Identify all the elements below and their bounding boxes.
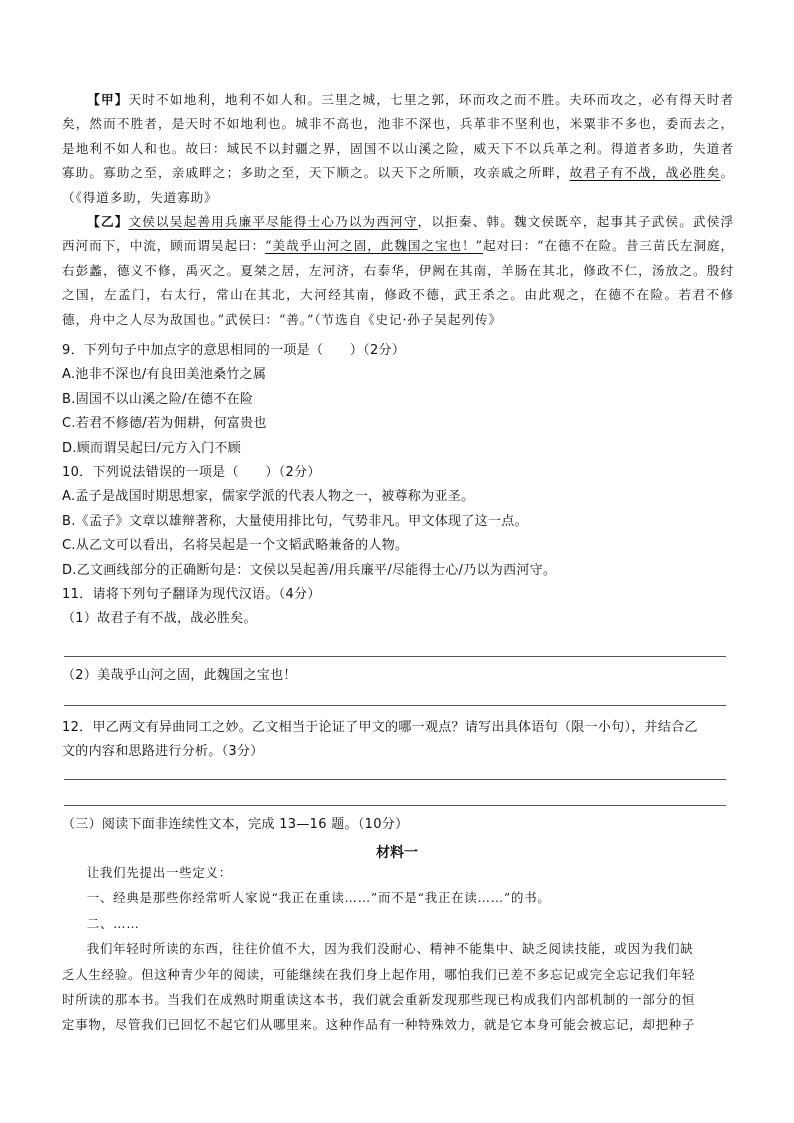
material-p3: 二、…… [86,915,140,931]
q9-option-d: D.顾而谓吴起曰/元方入门不顾 [62,440,242,456]
section3-heading-block [62,813,742,837]
material-p4-line1: 我们年轻时所读的东西，往往价值不大，因为我们没耐心、精神不能集中、缺乏阅读技能，或因为我们缺 [86,941,694,957]
material-p1: 让我们先提出一些定义： [86,865,232,880]
q10-stem: 10．下列说法错误的一项是（ ）（2分） [62,464,321,480]
q9-option-c: C.若君不修德/若为佣耕，何富贵也 [62,416,267,432]
answer-line-q12-1[interactable] [64,779,726,780]
passage-jia-end: 。（《得道多助，失道寡助》 [62,165,734,205]
q11-sentence-1: （1）故君子有不战，战必胜矣。 [62,611,257,627]
passage-yi [62,210,734,332]
passage-yi-underlined2: “美哉乎山河之固，此魏国之宝也！” [265,238,483,254]
q9-option-b: B.固国不以山溪之险/在德不在险 [62,391,254,407]
q10-option-a: A.孟子是战国时期思想家，儒家学派的代表人物之一，被尊称为亚圣。 [62,489,475,505]
q12-block [62,716,742,765]
material-title: 材料一 [376,845,418,861]
section3-heading: （三）阅读下面非连续性文本，完成 13—16 题。（10分） [62,817,409,832]
q10-option-b: B.《孟子》文章以雄辩著称，大量使用排比句，气势非凡。甲文体现了这一点。 [62,513,528,529]
q12-line-1: 12．甲乙两文有异曲同工之妙。乙文相当于论证了甲文的哪一观点？请写出具体语句（限一小句），并结合乙 [62,720,698,735]
q10-option-d: D.乙文画线部分的正确断句是：文侯以吴起善/用兵廉平/尽能得士心/乃以为西河守。 [62,562,557,578]
material-p2: 一、经典是那些你经常听人家说“我正在重读……”而不是“我正在读……”的书。 [86,890,551,906]
q9-option-a: A.池非不深也/有良田美池桑竹之属 [62,367,267,383]
questions-block [62,339,742,632]
answer-line-q11-1[interactable] [64,656,726,657]
passage-yi-body1: ，以拒秦、韩。魏文侯既卒，起事其子武侯。武侯浮西河而下，中流，顾而谓吴起曰： [62,214,735,254]
passage-jia-body: 天时不如地利，地利不如人和。三里之城，七里之郭，环而攻之而不胜。夫环而攻之，必有得天时者矣，然而不胜者，是天时不如地利也。城非不高也，池非不深也，兵革非不坚利也，米粟非不多也，委而去之，是地利不如人和也。故曰：域民不以封疆之界，固国不以山溪之险，威天下不以兵革之利。得道者多助，失道者寡助。寡助之至，亲戚畔之；多助之至，天下顺之。以天下之所顺，攻亲戚之所畔， [62,92,734,181]
q12-line-2: 文的内容和思路进行分析。（3分） [62,744,264,760]
passage-jia [62,88,734,210]
material-p4-line3: 时所读的那本书。当我们在成熟时期重读这本书，我们就会重新发现那些现已构成我们内部机制的一部分的恒 [62,992,696,1008]
passage-jia-underlined: 故君子有不战，战必胜矣 [569,165,721,181]
material-p4-line4: 定事物，尽管我们已回忆不起它们从哪里来。这种作品有一种特殊效力，就是它本身可能会被忘记，却把种子 [62,1017,696,1033]
passage-yi-tag: 【乙】 [87,214,129,229]
passage-yi-body2: 起对曰：“在德不在险。昔三苗氏左洞庭，右彭蠡，德义不修，禹灭之。夏桀之居，左河济，右泰华，伊阙在其南，羊肠在其北，修政不仁，汤放之。殷纣之国，左孟门，右太行，常山在其北，大河经其南，修政不德，武王杀之。由此观之，在德不在险。若君不修德，舟中之人尽为敌国也。”武侯曰：“善。”（节选自《史记·孙子吴起列传》 [62,238,734,327]
q11-sentence-2: （2）美哉乎山河之固，此魏国之宝也！ [62,668,297,683]
material-p4-line2: 乏人生经验。但这种青少年的阅读，可能继续在我们身上起作用，哪怕我们已差不多忘记或完全忘记我们年轻 [62,966,696,982]
passage-jia-tag: 【甲】 [87,92,129,107]
answer-line-q12-2[interactable] [64,805,726,806]
q9-stem: 9．下列句子中加点字的意思相同的一项是（ ）（2分） [62,343,406,358]
passage-yi-underlined: 文侯以吴起善用兵廉平尽能得士心乃以为西河守 [128,214,418,229]
answer-line-q11-2[interactable] [64,705,726,706]
q10-option-c: C.从乙文可以看出，名将吴起是一个文韬武略兼备的人物。 [62,538,409,554]
q11-stem: 11．请将下列句子翻译为现代汉语。（4分） [62,586,321,602]
q11-part2 [62,664,742,688]
material-one-body [62,860,738,1038]
